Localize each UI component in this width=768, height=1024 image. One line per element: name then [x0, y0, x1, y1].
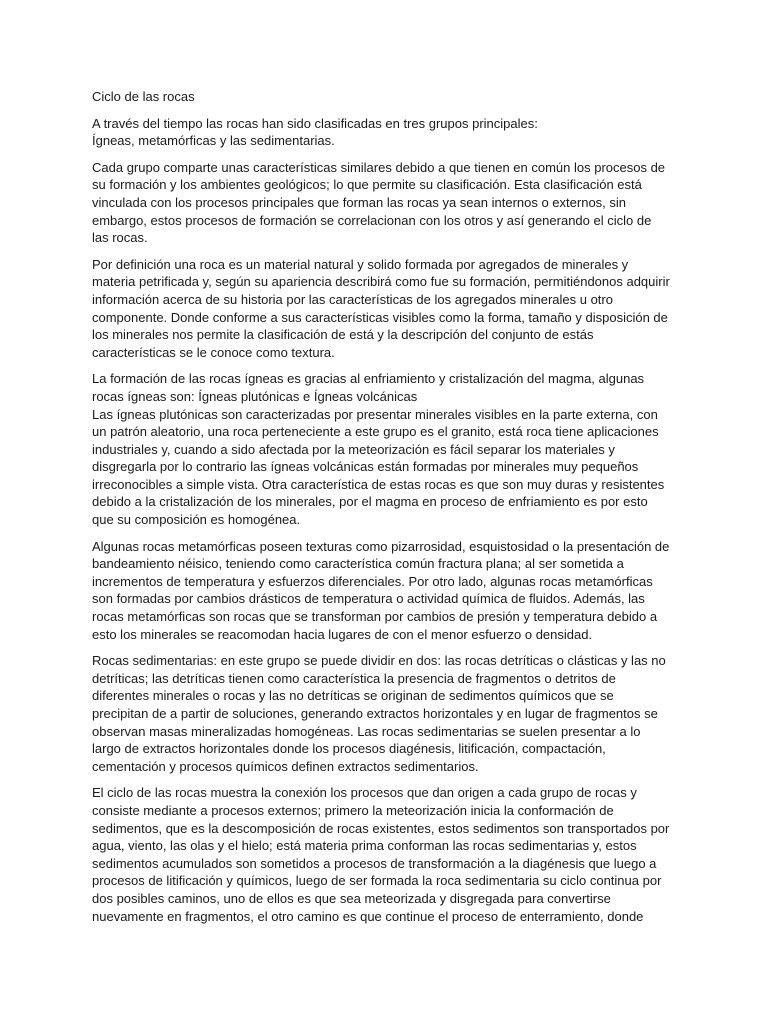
paragraph-line: Por definición una roca es un material natural y solido formada por agregados de minerales y materia petrificada y, según su apariencia describirá como fue su formación, permitiéndonos adquirir información acerca de su historia por las características de los agregados minerales u otro componente. Donde conforme a sus características visibles como la forma, tamaño y disposición de los minerales nos permite la clasificación de está y la descripción del conjunto de estás características se le conoce como textura. [92, 256, 670, 360]
paragraph-line: Rocas sedimentarias: en este grupo se puede dividir en dos: las rocas detríticas o clásticas y las no detríticas; las detríticas tienen como característica la presencia de fragmentos o detritos de diferentes minerales o rocas y las no detríticas se originan de sedimentos químicos que se precipitan de a partir de soluciones, generando extractos horizontales y en lugar de fragmentos se observan masas mineralizadas homogéneas. Las rocas sedimentarias se suelen presentar a lo largo de extractos horizontales donde los procesos diagénesis, litificación, compactación, cementación y procesos químicos definen extractos sedimentarios. [92, 653, 666, 774]
document-body [92, 88, 670, 934]
paragraph-line: Las ígneas plutónicas son caracterizadas por presentar minerales visibles en la parte externa, con un patrón aleatorio, una roca perteneciente a este grupo es el granito, está roca tiene aplicaciones industriales y, cuando a sido afectada por la meteorización es fácil separar los materiales y disgregarla por lo contrario las ígneas volcánicas están formadas por minerales muy pequeños irreconocibles a simple vista. Otra característica de estas rocas es que son muy duras y resistentes debido a la cristalización de los minerales, por el magma en proceso de enfriamiento es por esto que su composición es homogénea. [92, 406, 665, 528]
paragraph-definition [92, 256, 670, 362]
paragraph-line: El ciclo de las rocas muestra la conexión los procesos que dan origen a cada grupo de rocas y consiste mediante a procesos externos; primero la meteorización inicia la conformación de sedimentos, que es la descomposición de rocas existentes, estos sedimentos son transportados por agua, viento, las olas y el hielo; está materia prima conforman las rocas sedimentarias y, estos sedimentos acumulados son sometidos a procesos de transformación a la diagénesis que luego a procesos de litificación y químicos, luego de ser formada la roca sedimentaria su ciclo continua por dos posibles caminos, uno de ellos es que sea meteorizada y disgregada para convertirse nuevamente en fragmentos, el otro camino es que continue el proceso de enterramiento, donde [92, 785, 670, 924]
paragraph-line: La formación de las rocas ígneas es gracias al enfriamiento y cristalización del magma, algunas rocas ígneas son: Ígneas plutónicas e Ígneas volcánicas [92, 371, 645, 404]
paragraph-line: Ígneas, metamórficas y las sedimentarias. [92, 133, 335, 149]
paragraph-sedimentary [92, 652, 670, 775]
paragraph-intro [92, 115, 670, 150]
document-title: Ciclo de las rocas [92, 89, 195, 104]
paragraph-line: A través del tiempo las rocas han sido clasificadas en tres grupos principales: [92, 115, 538, 131]
paragraph-groups [92, 159, 670, 247]
paragraph-line: Cada grupo comparte unas características similares debido a que tienen en común los procesos de su formación y los ambientes geológicos; lo que permite su clasificación. Esta clasificación está vinculada con los procesos principales que forman las rocas ya sean internos o externos, sin embargo, estos procesos de formación se correlacionan con los otros y así generando el ciclo de las rocas. [92, 159, 666, 246]
paragraph-line: Algunas rocas metamórficas poseen texturas como pizarrosidad, esquistosidad o la presentación de bandeamiento néisico, teniendo como característica común fractura plana; al ser sometida a incrementos de temperatura y esfuerzos diferenciales. Por otro lado, algunas rocas metamórficas son formadas por cambios drásticos de temperatura o actividad química de fluidos. Además, las rocas metamórficas son rocas que se transforman por cambios de presión y temperatura debido a esto los minerales se reacomodan hacia lugares de con el menor esfuerzo o densidad. [92, 538, 670, 642]
paragraph-igneous [92, 370, 670, 528]
paragraph-metamorphic [92, 538, 670, 644]
paragraph-rock-cycle [92, 784, 670, 925]
